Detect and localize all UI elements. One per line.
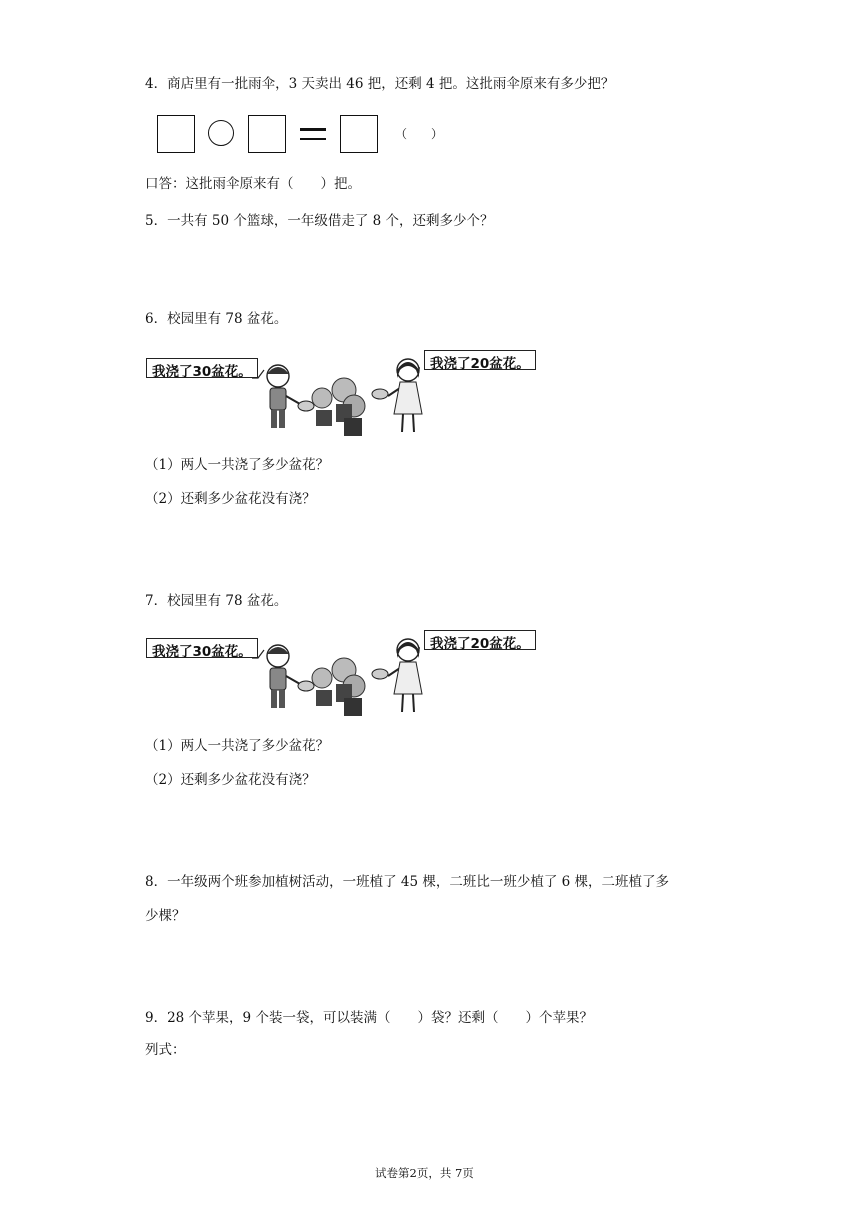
question-6-sub1: （1）两人一共浇了多少盆花？	[145, 457, 330, 473]
question-6-sub2: （2）还剩多少盆花没有浇？	[145, 491, 316, 507]
answer-box-3[interactable]	[340, 115, 378, 153]
watering-scene-7	[140, 628, 560, 718]
question-8-line2: 少棵？	[145, 908, 186, 924]
page-footer: 试卷第2页，共 7页	[375, 1166, 474, 1180]
operator-circle[interactable]	[208, 120, 234, 146]
question-4-answer: 口答：这批雨伞原来有（ ）把。	[145, 176, 361, 192]
question-7-sub1: （1）两人一共浇了多少盆花？	[145, 738, 330, 754]
question-7-text: 7．校园里有 78 盆花。	[145, 593, 288, 609]
girl-speech-bubble: 我浇了20盆花。	[424, 630, 536, 650]
question-9-text: 9．28 个苹果，9 个装一袋，可以装满（ ）袋？还剩（ ）个苹果？	[145, 1010, 593, 1026]
answer-box-1[interactable]	[157, 115, 195, 153]
answer-box-2[interactable]	[248, 115, 286, 153]
children-watering-flowers-illustration	[140, 628, 560, 718]
question-9-formula-label: 列式：	[145, 1042, 186, 1058]
boy-speech-bubble: 我浇了30盆花。	[146, 638, 258, 658]
equals-sign	[300, 128, 326, 147]
boy-speech-bubble: 我浇了30盆花。	[146, 358, 258, 378]
question-4-text: 4．商店里有一批雨伞，3 天卖出 46 把，还剩 4 把。这批雨伞原来有多少把？	[145, 76, 615, 92]
question-8-line1: 8．一年级两个班参加植树活动，一班植了 45 棵，二班比一班少植了 6 棵，二班植了多	[145, 874, 670, 890]
children-watering-flowers-illustration	[140, 348, 560, 438]
question-7-sub2: （2）还剩多少盆花没有浇？	[145, 772, 316, 788]
question-6-text: 6．校园里有 78 盆花。	[145, 311, 288, 327]
watering-scene-6	[140, 348, 560, 438]
question-5-text: 5．一共有 50 个篮球，一年级借走了 8 个，还剩多少个？	[145, 213, 494, 229]
girl-speech-bubble: 我浇了20盆花。	[424, 350, 536, 370]
unit-paren: （ ）	[395, 127, 444, 141]
